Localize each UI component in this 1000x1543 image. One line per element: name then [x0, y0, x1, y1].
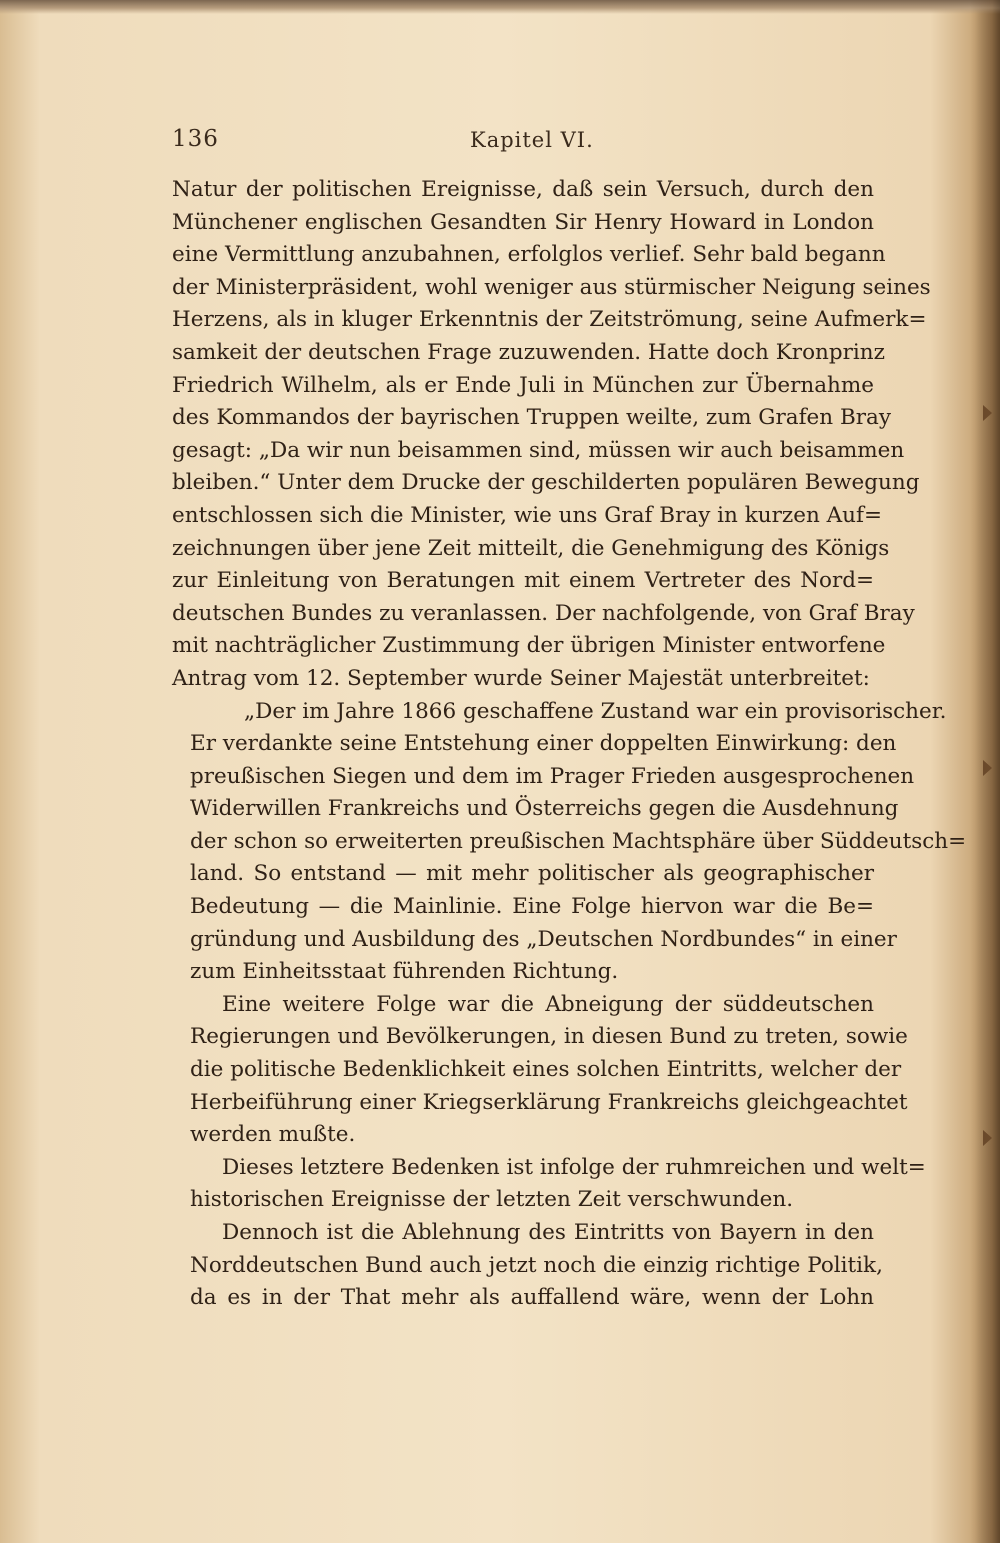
text-line: Widerwillen Frankreichs und Österreichs gegen die Ausdehnung — [190, 796, 899, 822]
text-line: Antrag vom 12. September wurde Seiner Majestät unterbreitet: — [172, 665, 870, 691]
text-line: land. So entstand — mit mehr politischer als geographischer — [190, 861, 874, 887]
text-line: samkeit der deutschen Frage zuzuwenden. Hatte doch Kronprinz — [172, 339, 885, 365]
text-line: Natur der politischen Ereignisse, daß sein Versuch, durch den — [172, 177, 874, 202]
text-line: historischen Ereignisse der letzten Zeit verschwunden. — [190, 1187, 794, 1213]
page-header — [0, 122, 1000, 162]
text-line: „Der im Jahre 1866 geschaffene Zustand war ein provisorischer. — [244, 698, 947, 724]
text-line: der Ministerpräsident, wohl weniger aus stürmischer Neigung seines — [172, 274, 931, 300]
text-line: Bedeutung — die Mainlinie. Eine Folge hiervon war die Be= — [190, 894, 874, 920]
page-number: 136 — [172, 126, 219, 152]
text-line: werden mußte. — [190, 1122, 356, 1148]
body-text — [172, 174, 967, 1315]
text-line: zeichnungen über jene Zeit mitteilt, die Genehmigung des Königs — [172, 535, 890, 561]
text-line: Eine weitere Folge war die Abneigung der süddeutschen — [222, 991, 874, 1017]
margin-marker-icon — [983, 405, 992, 421]
text-line: Münchener englischen Gesandten Sir Henry Howard in London — [172, 209, 874, 235]
text-line: Herbeiführung einer Kriegserklärung Frankreichs gleichgeachtet — [190, 1089, 908, 1115]
text-line: deutschen Bundes zu veranlassen. Der nachfolgende, von Graf Bray — [172, 600, 915, 626]
text-line: der schon so erweiterten preußischen Machtsphäre über Süddeutsch= — [190, 828, 967, 854]
text-line: Er verdankte seine Entstehung einer doppelten Einwirkung: den — [190, 731, 897, 757]
text-line: Dennoch ist die Ablehnung des Eintritts von Bayern in den — [222, 1220, 874, 1245]
text-line: Norddeutschen Bund auch jetzt noch die einzig richtige Politik, — [190, 1252, 883, 1278]
text-line: eine Vermittlung anzubahnen, erfolglos verlief. Sehr bald begann — [172, 242, 886, 268]
text-line: des Kommandos der bayrischen Truppen weilte, zum Grafen Bray — [172, 405, 891, 431]
text-line: da es in der That mehr als auffallend wäre, wenn der Lohn — [190, 1285, 874, 1311]
text-line: zur Einleitung von Beratungen mit einem Vertreter des Nord= — [172, 568, 874, 594]
text-line: Dieses letztere Bedenken ist infolge der ruhmreichen und welt= — [222, 1154, 926, 1180]
margin-marker-icon — [983, 1130, 992, 1146]
margin-marker-icon — [983, 760, 992, 776]
text-line: preußischen Siegen und dem im Prager Frieden ausgesprochenen — [190, 763, 915, 789]
page-top-edge — [0, 0, 1000, 14]
text-line: gesagt: „Da wir nun beisammen sind, müssen wir auch beisammen — [172, 437, 905, 463]
text-line: gründung und Ausbildung des „Deutschen Nordbundes“ in einer — [190, 926, 897, 952]
text-line: zum Einheitsstaat führenden Richtung. — [190, 959, 619, 985]
text-line: mit nachträglicher Zustimmung der übrigen Minister entworfene — [172, 633, 886, 659]
text-line: Friedrich Wilhelm, als er Ende Juli in München zur Übernahme — [172, 372, 874, 398]
text-line: bleiben.“ Unter dem Drucke der geschilderten populären Bewegung — [172, 470, 920, 496]
text-line: die politische Bedenklichkeit eines solchen Eintritts, welcher der — [190, 1057, 902, 1083]
text-line: Regierungen und Bevölkerungen, in diesen Bund zu treten, sowie — [190, 1024, 908, 1050]
running-head: Kapitel VI. — [470, 128, 594, 152]
text-line: Herzens, als in kluger Erkenntnis der Zeitströmung, seine Aufmerk= — [172, 307, 927, 333]
text-line: entschlossen sich die Minister, wie uns Graf Bray in kurzen Auf= — [172, 502, 882, 528]
